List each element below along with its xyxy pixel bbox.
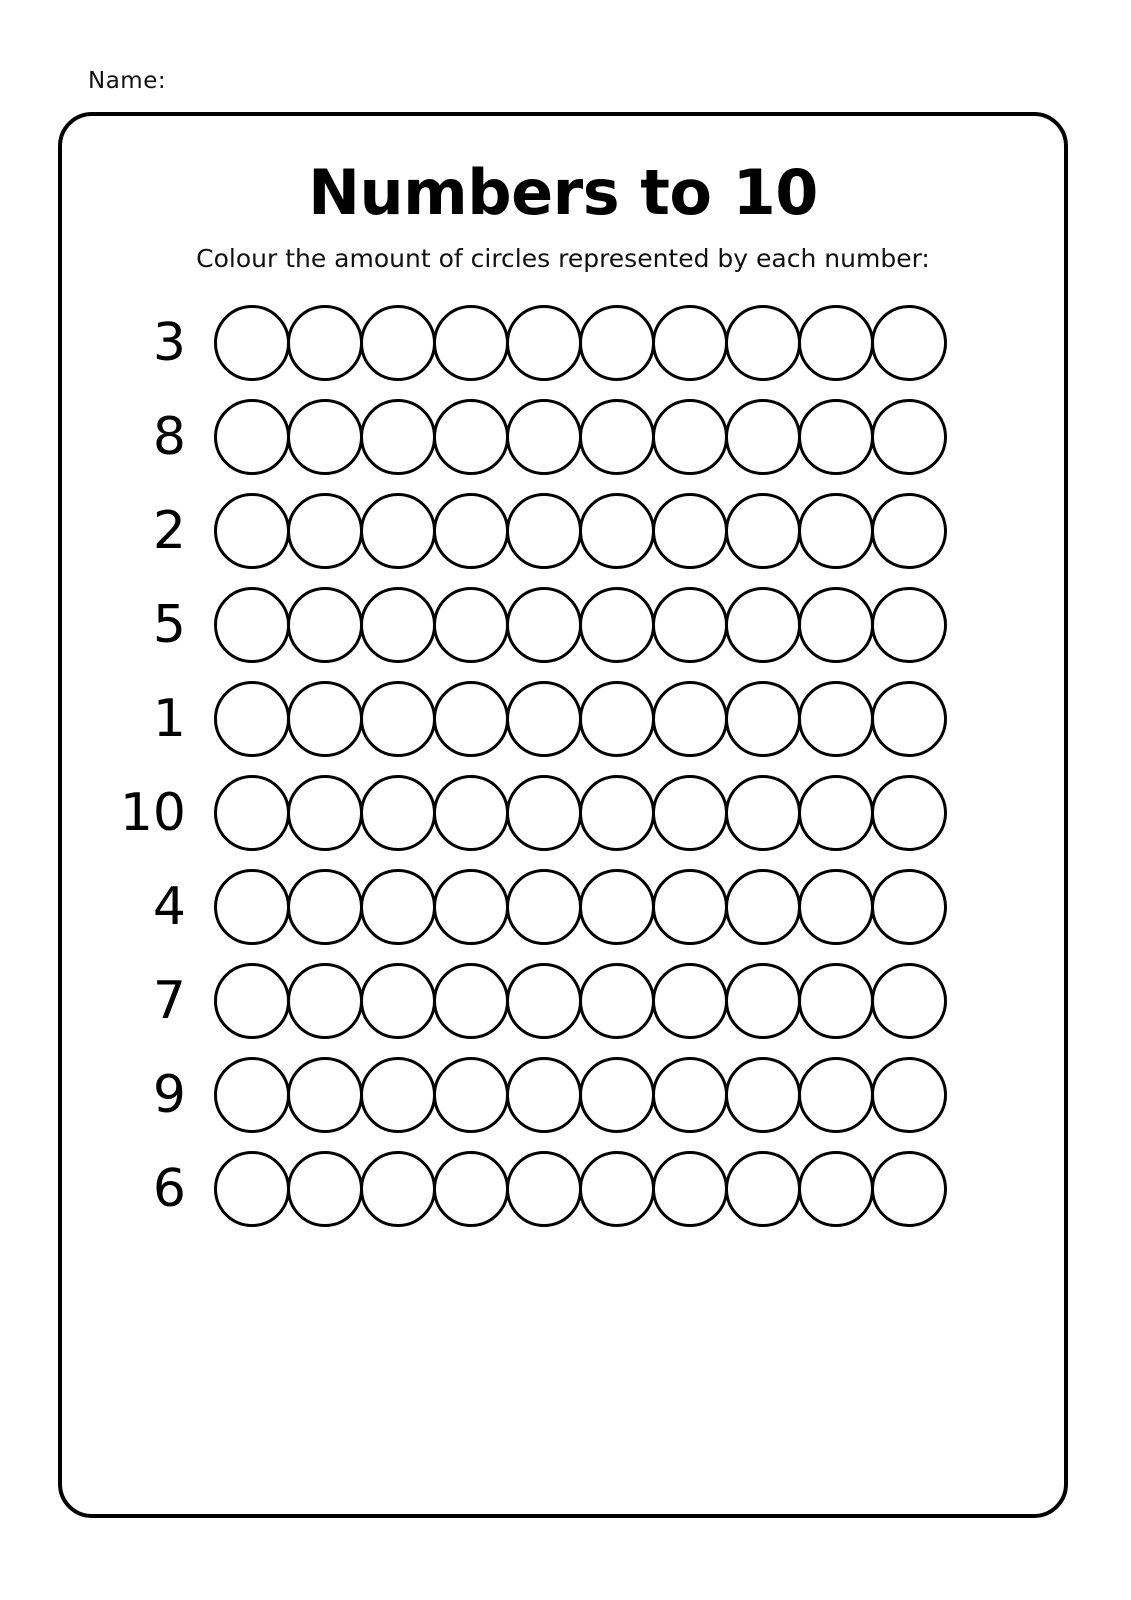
circle-icon[interactable] (214, 399, 290, 475)
circle-icon[interactable] (506, 1057, 582, 1133)
circle-icon[interactable] (287, 399, 363, 475)
row-number-label: 2 (152, 501, 186, 561)
circle-icon[interactable] (506, 775, 582, 851)
circle-icon[interactable] (798, 399, 874, 475)
circle-icon[interactable] (798, 963, 874, 1039)
circle-group (214, 399, 944, 475)
circle-icon[interactable] (871, 1057, 947, 1133)
circle-icon[interactable] (871, 775, 947, 851)
circle-icon[interactable] (360, 587, 436, 663)
circle-icon[interactable] (287, 587, 363, 663)
circle-icon[interactable] (433, 869, 509, 945)
circle-icon[interactable] (360, 399, 436, 475)
circle-icon[interactable] (725, 1057, 801, 1133)
circle-icon[interactable] (579, 305, 655, 381)
circle-icon[interactable] (433, 305, 509, 381)
circle-icon[interactable] (798, 305, 874, 381)
circle-icon[interactable] (579, 587, 655, 663)
row-number-label: 1 (152, 689, 186, 749)
worksheet-frame (58, 112, 1068, 1518)
circle-icon[interactable] (871, 587, 947, 663)
exercise-row (62, 578, 1064, 672)
circle-icon[interactable] (652, 305, 728, 381)
circle-icon[interactable] (287, 869, 363, 945)
circle-icon[interactable] (871, 963, 947, 1039)
circle-icon[interactable] (433, 493, 509, 569)
circle-icon[interactable] (360, 869, 436, 945)
circle-icon[interactable] (287, 305, 363, 381)
circle-icon[interactable] (798, 1151, 874, 1227)
circle-icon[interactable] (360, 493, 436, 569)
row-number-label: 8 (152, 407, 186, 467)
circle-icon[interactable] (506, 493, 582, 569)
circle-icon[interactable] (506, 963, 582, 1039)
circle-icon[interactable] (433, 681, 509, 757)
circle-icon[interactable] (433, 775, 509, 851)
circle-icon[interactable] (579, 869, 655, 945)
circle-icon[interactable] (652, 493, 728, 569)
row-number-label: 3 (152, 313, 186, 373)
circle-icon[interactable] (725, 1151, 801, 1227)
exercise-row (62, 1142, 1064, 1236)
circle-icon[interactable] (798, 1057, 874, 1133)
circle-icon[interactable] (652, 775, 728, 851)
circle-icon[interactable] (287, 493, 363, 569)
exercise-rows (62, 296, 1064, 1236)
circle-icon[interactable] (871, 1151, 947, 1227)
circle-icon[interactable] (579, 493, 655, 569)
circle-icon[interactable] (214, 305, 290, 381)
row-number-label: 9 (152, 1065, 186, 1125)
exercise-row (62, 672, 1064, 766)
circle-icon[interactable] (725, 587, 801, 663)
circle-icon[interactable] (287, 1151, 363, 1227)
circle-group (214, 1057, 944, 1133)
circle-icon[interactable] (725, 399, 801, 475)
circle-icon[interactable] (579, 963, 655, 1039)
circle-icon[interactable] (871, 399, 947, 475)
circle-icon[interactable] (579, 399, 655, 475)
row-number-label: 7 (152, 971, 186, 1031)
row-number-label: 4 (152, 877, 186, 937)
circle-icon[interactable] (798, 493, 874, 569)
circle-icon[interactable] (652, 587, 728, 663)
circle-icon[interactable] (725, 869, 801, 945)
circle-icon[interactable] (725, 305, 801, 381)
circle-icon[interactable] (360, 963, 436, 1039)
exercise-row (62, 954, 1064, 1048)
circle-group (214, 493, 944, 569)
circle-icon[interactable] (433, 399, 509, 475)
circle-group (214, 305, 944, 381)
exercise-row (62, 484, 1064, 578)
circle-icon[interactable] (360, 1057, 436, 1133)
circle-icon[interactable] (214, 587, 290, 663)
exercise-row (62, 860, 1064, 954)
circle-icon[interactable] (433, 963, 509, 1039)
circle-icon[interactable] (652, 399, 728, 475)
circle-icon[interactable] (214, 681, 290, 757)
circle-icon[interactable] (287, 1057, 363, 1133)
circle-group (214, 869, 944, 945)
circle-icon[interactable] (360, 1151, 436, 1227)
circle-icon[interactable] (506, 305, 582, 381)
circle-group (214, 587, 944, 663)
row-number-label: 6 (152, 1159, 186, 1219)
circle-icon[interactable] (798, 587, 874, 663)
circle-icon[interactable] (506, 1151, 582, 1227)
circle-icon[interactable] (360, 305, 436, 381)
circle-icon[interactable] (652, 1151, 728, 1227)
circle-icon[interactable] (433, 1057, 509, 1133)
circle-icon[interactable] (360, 681, 436, 757)
circle-icon[interactable] (287, 681, 363, 757)
circle-icon[interactable] (652, 963, 728, 1039)
circle-icon[interactable] (360, 775, 436, 851)
exercise-row (62, 296, 1064, 390)
circle-icon[interactable] (871, 493, 947, 569)
circle-icon[interactable] (871, 869, 947, 945)
circle-icon[interactable] (506, 399, 582, 475)
exercise-row (62, 390, 1064, 484)
circle-icon[interactable] (214, 493, 290, 569)
circle-icon[interactable] (214, 775, 290, 851)
circle-icon[interactable] (214, 1151, 290, 1227)
circle-group (214, 681, 944, 757)
circle-icon[interactable] (652, 1057, 728, 1133)
circle-icon[interactable] (433, 1151, 509, 1227)
circle-icon[interactable] (652, 681, 728, 757)
circle-icon[interactable] (798, 775, 874, 851)
circle-icon[interactable] (214, 869, 290, 945)
circle-group (214, 775, 944, 851)
circle-group (214, 963, 944, 1039)
exercise-row (62, 766, 1064, 860)
circle-icon[interactable] (214, 963, 290, 1039)
circle-icon[interactable] (798, 681, 874, 757)
circle-icon[interactable] (798, 869, 874, 945)
circle-icon[interactable] (287, 775, 363, 851)
circle-icon[interactable] (871, 305, 947, 381)
circle-icon[interactable] (579, 681, 655, 757)
circle-icon[interactable] (506, 587, 582, 663)
circle-icon[interactable] (725, 681, 801, 757)
circle-icon[interactable] (871, 681, 947, 757)
page-title: Numbers to 10 (308, 156, 818, 229)
row-number-label: 5 (152, 595, 186, 655)
circle-icon[interactable] (287, 963, 363, 1039)
circle-icon[interactable] (579, 1057, 655, 1133)
exercise-row (62, 1048, 1064, 1142)
circle-icon[interactable] (725, 775, 801, 851)
circle-icon[interactable] (214, 1057, 290, 1133)
circle-icon[interactable] (725, 493, 801, 569)
circle-group (214, 1151, 944, 1227)
name-field-label: Name: (88, 68, 167, 94)
circle-icon[interactable] (579, 1151, 655, 1227)
instruction-text: Colour the amount of circles represented by each number: (196, 244, 930, 273)
circle-icon[interactable] (725, 963, 801, 1039)
circle-icon[interactable] (652, 869, 728, 945)
circle-icon[interactable] (506, 681, 582, 757)
circle-icon[interactable] (506, 869, 582, 945)
row-number-label: 10 (119, 783, 186, 843)
circle-icon[interactable] (579, 775, 655, 851)
circle-icon[interactable] (433, 587, 509, 663)
